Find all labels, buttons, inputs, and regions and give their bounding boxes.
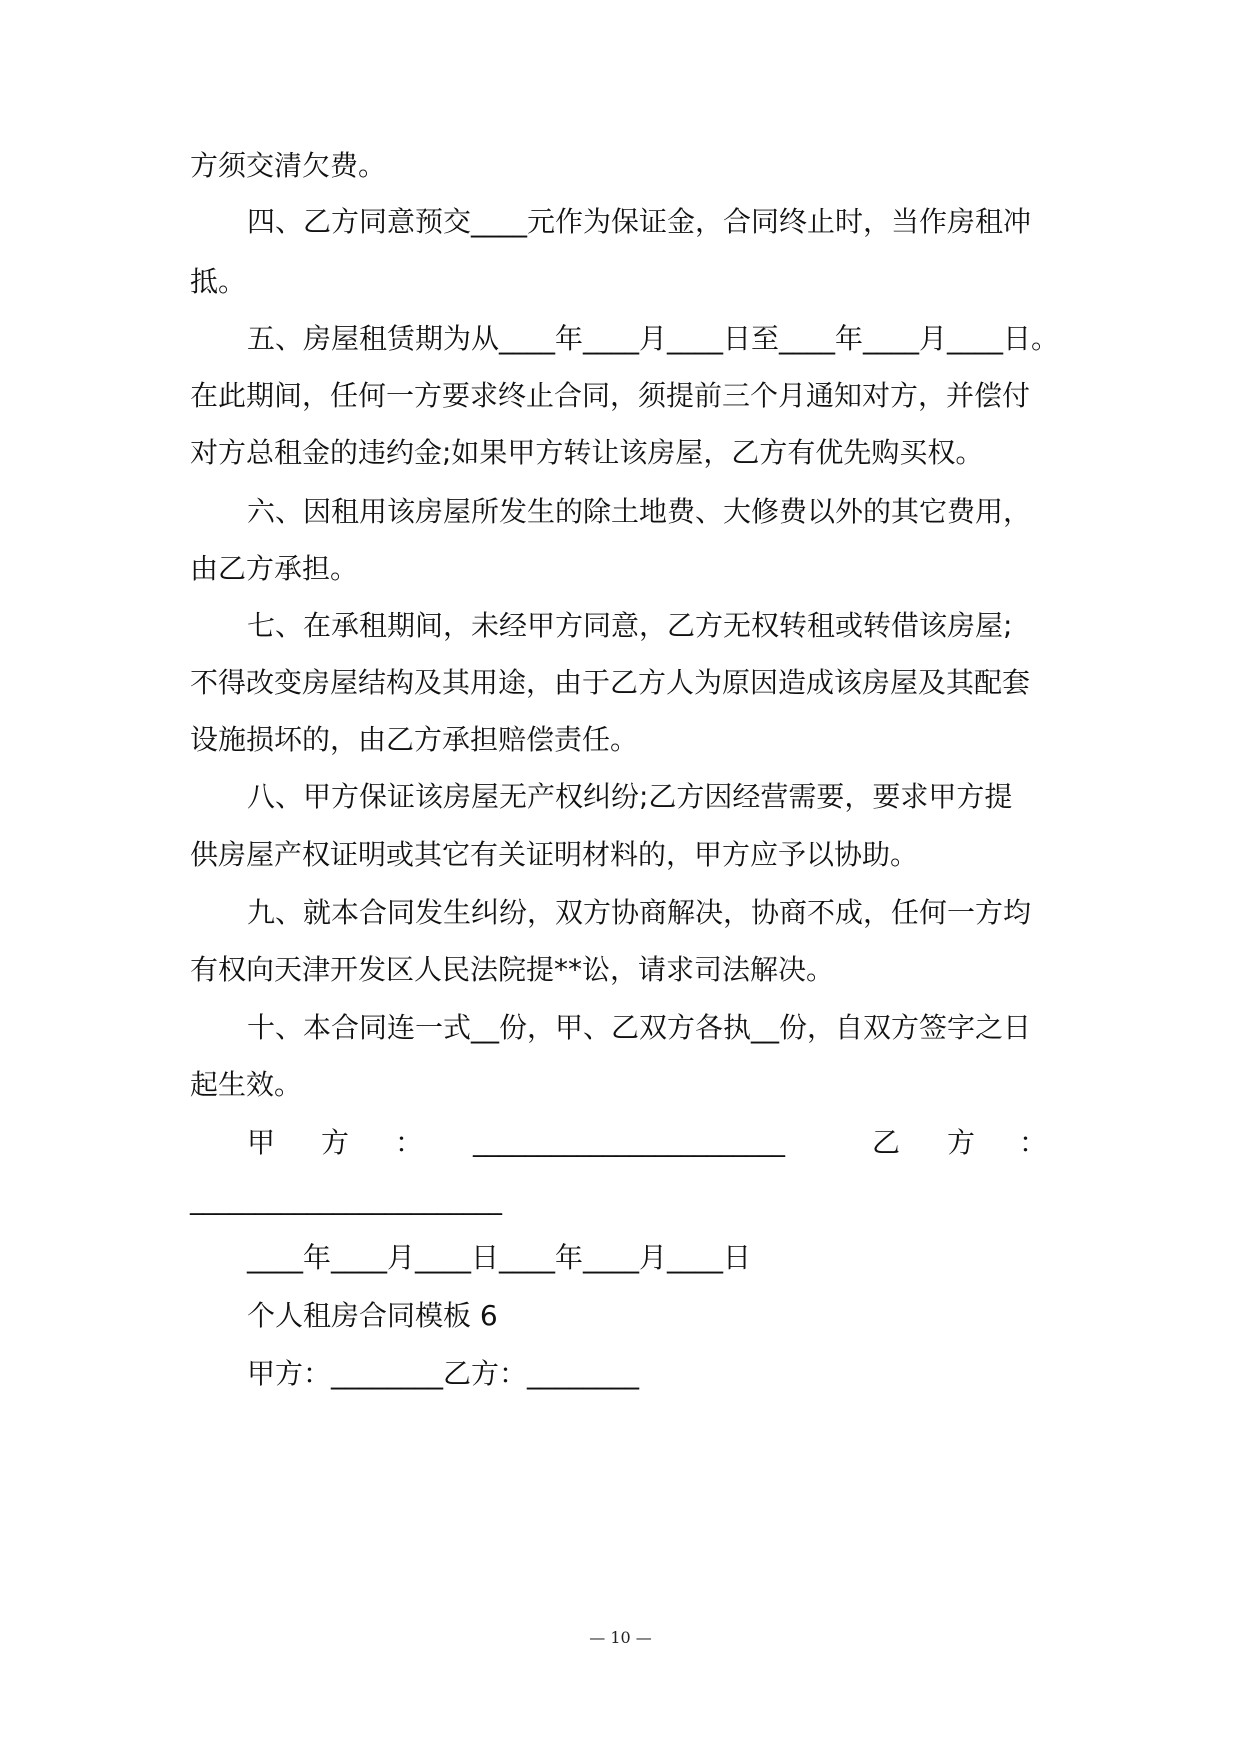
- paragraph-line: 对方总租金的违约金;如果甲方转让该房屋，乙方有优先购买权。: [190, 436, 984, 469]
- paragraph-line: 有权向天津开发区人民法院提**讼，请求司法解决。: [190, 953, 835, 986]
- paragraph-line: 方须交清欠费。: [190, 149, 387, 182]
- paragraph-line: 起生效。: [190, 1068, 303, 1101]
- paragraph-line: 在此期间，任何一方要求终止合同，须提前三个月通知对方，并偿付: [190, 379, 1031, 412]
- next-contract-title: 个人租房合同模板 6: [247, 1299, 498, 1332]
- paragraph-line: 由乙方承担。: [190, 552, 359, 585]
- paragraph-line: 设施损坏的，由乙方承担赔偿责任。: [190, 723, 639, 756]
- party-a-signature-blank: ________________________: [473, 1128, 785, 1158]
- page-number: — 10 —: [589, 1628, 652, 1647]
- clause-eight: 八、甲方保证该房屋无产权纠纷;乙方因经营需要，要求甲方提: [247, 780, 1013, 813]
- clause-seven: 七、在承租期间，未经甲方同意，乙方无权转租或转借该房屋;: [247, 609, 1013, 642]
- party-b-colon: ：: [1019, 1126, 1048, 1159]
- party-a-label-2: 方: [321, 1126, 350, 1159]
- clause-nine: 九、就本合同发生纠纷，双方协商解决，协商不成，任何一方均: [247, 896, 1032, 929]
- paragraph-line: 不得改变房屋结构及其用途，由于乙方人为原因造成该房屋及其配套: [190, 666, 1031, 699]
- clause-five: 五、房屋租赁期为从____年____月____日至____年____月____日。: [247, 322, 1060, 355]
- date-line: ____年____月____日____年____月____日: [247, 1241, 752, 1274]
- party-a-label: 甲: [247, 1126, 276, 1159]
- clause-ten: 十、本合同连一式__份，甲、乙双方各执__份，自双方签字之日: [247, 1011, 1032, 1044]
- clause-six: 六、因租用该房屋所发生的除土地费、大修费以外的其它费用，: [247, 495, 1032, 528]
- paragraph-line: 抵。: [190, 265, 247, 298]
- party-a-colon: ：: [395, 1126, 424, 1159]
- paragraph-line: 供房屋产权证明或其它有关证明材料的，甲方应予以协助。: [190, 838, 919, 871]
- party-b-signature-blank: ________________________: [190, 1186, 502, 1216]
- signature-row: [247, 1123, 1048, 1163]
- next-contract-parties: 甲方：________乙方：________: [247, 1357, 640, 1390]
- party-b-label-2: 方: [947, 1126, 976, 1159]
- clause-four: 四、乙方同意预交____元作为保证金，合同终止时，当作房租冲: [247, 205, 1032, 238]
- party-b-label: 乙: [872, 1126, 901, 1159]
